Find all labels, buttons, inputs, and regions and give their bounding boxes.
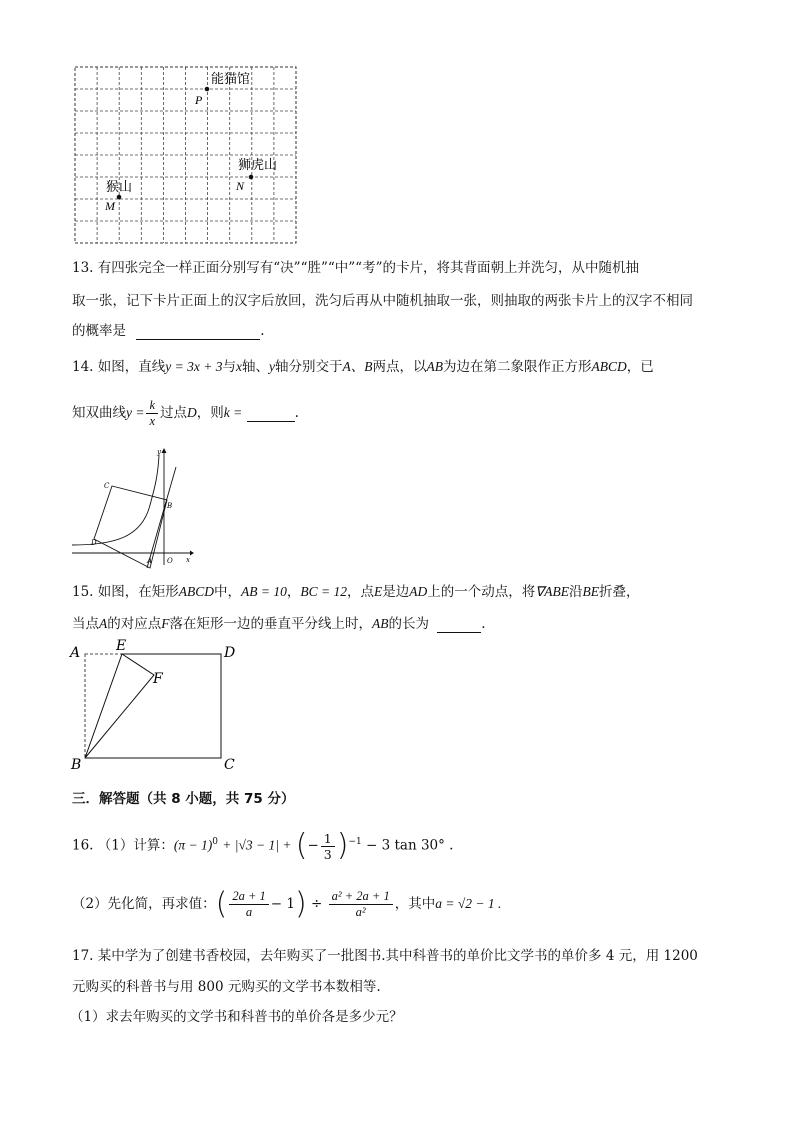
- q14-l2-text-c: ，则: [196, 405, 224, 421]
- q17-part1: （1）求去年购买的文学书和科普书的单价各是多少元？: [70, 1009, 403, 1025]
- q14-ABCD: ABCD: [591, 359, 627, 374]
- q14-l2-text-b: 过点: [160, 405, 188, 421]
- q15-l1-text-e: 上的一个动点，将: [427, 584, 536, 600]
- q14-line2: 知双曲线y = $\frac{k}{x}$ 过点D，则k = .: [72, 398, 299, 428]
- label-M: M: [105, 199, 115, 213]
- q14-text-2: 轴、: [241, 359, 269, 375]
- q15-answer-blank: [437, 616, 481, 633]
- q16-frac-2a1-over-a: [229, 889, 268, 920]
- label-panda-hall: 能猫馆: [211, 72, 251, 87]
- q16-abs-term: + |√3 − 1| +: [222, 837, 292, 853]
- q15-figure: [68, 638, 248, 776]
- q15-l1-text-b: 中，: [214, 584, 242, 600]
- square-ABCD: [94, 486, 167, 568]
- q15-E: E: [374, 584, 383, 599]
- q15-line1: 15. 如图，在矩形ABCD中，AB = 10，BC = 12，点E是边AD上的一个动点，将∇ABE沿BE折叠，: [72, 584, 640, 600]
- section-3-heading: 三．解答题（共 8 小题，共 75 分）: [72, 791, 295, 807]
- y-axis-arrow: [162, 448, 167, 453]
- q16-part1-label: 16. （1）计算：: [72, 837, 174, 854]
- label-lion-tiger-hill: 狮虎山: [238, 158, 278, 173]
- q16-minus-1: − 1: [270, 896, 295, 912]
- q15-A: A: [99, 616, 108, 631]
- q15-l1-text-d: 是边: [382, 584, 410, 600]
- q15-l1-text-g: 折叠，: [599, 584, 640, 600]
- q15-l1-text-f: 沿: [569, 584, 583, 600]
- x-axis-arrow: [190, 551, 194, 556]
- q13-line2: 取一张，记下卡片正面上的汉字后放回，洗匀后再从中随机抽取一张，则抽取的两张卡片上的汉字不相同: [72, 293, 693, 309]
- q16-pi-minus-1: (π − 1): [173, 837, 213, 853]
- fig14-label-x: x: [186, 556, 190, 564]
- q16-frac-quadratic: [329, 889, 393, 920]
- q16-f2-num: a² + 2a + 1: [329, 889, 393, 905]
- q16-f1-den: a: [245, 905, 253, 919]
- q16-tan-term: − 3 tan 30° .: [366, 837, 454, 854]
- q14-y-equals: y =: [126, 405, 145, 420]
- q14-x: x: [235, 359, 242, 374]
- fig14-label-D: D: [91, 539, 97, 547]
- q14-number: 14. 如图，直线: [72, 359, 166, 375]
- q14-k-equals: k =: [223, 405, 243, 420]
- label-monkey-hill: 猴山: [106, 180, 133, 195]
- q15-l2-text-d: 的长为: [388, 616, 429, 632]
- hyperbola-curve: [72, 455, 159, 545]
- q15-F: F: [161, 616, 170, 631]
- q15-ABCD: ABCD: [178, 584, 215, 599]
- q14-text-5: 为边在第二象限作正方形: [442, 359, 592, 375]
- q15-triangle-ABE: ∇ABE: [535, 584, 570, 599]
- q15-l2-text-a: 当点: [72, 616, 99, 632]
- q15-BC-12: BC = 12: [300, 584, 347, 599]
- q15-AB: AB: [372, 616, 389, 631]
- q14-k-over-x: [146, 398, 158, 429]
- q14-text-3: 轴分别交于: [274, 359, 343, 375]
- map-gridlines: [75, 67, 296, 243]
- q17-line1: 17. 某中学为了创建书香校园，去年购买了一批图书.其中科普书的单价比文学书的单价多 4 元，用 1200: [72, 948, 698, 964]
- q16-frac-num: 1: [321, 831, 335, 847]
- q15-l1-text-a: 15. 如图，在矩形: [72, 584, 179, 600]
- q14-text-4: 两点，以: [372, 359, 427, 375]
- fig14-label-O: O: [167, 557, 173, 565]
- q15-BE: BE: [582, 584, 600, 599]
- q14-line-equation: y = 3x + 3: [165, 359, 223, 374]
- q14-y: y: [268, 359, 275, 374]
- q13-line3-text: 的概率是: [72, 323, 126, 339]
- fig15-label-E: E: [116, 638, 127, 654]
- fig15-label-A: A: [70, 645, 81, 661]
- q15-AD: AD: [409, 584, 428, 599]
- q16-part2-label: （2）先化简，再求值：: [72, 896, 216, 912]
- map-grid-figure: [74, 66, 300, 244]
- q14-text-1: 与: [222, 359, 236, 375]
- q16-f1-num: 2a + 1: [229, 889, 268, 905]
- fig15-label-B: B: [71, 757, 82, 773]
- q16-divide: ÷: [310, 896, 323, 912]
- q14-text-6: ，已: [626, 359, 654, 375]
- q13-line3: 的概率是 .: [72, 323, 265, 339]
- point-M-marker: [117, 195, 122, 200]
- q16-part1: 16. （1）计算：$(\pi - 1)^0 + |√3 - 1|$ + (− $\frac{1}{3}$ )$^{-1}$ − 3 tan 30° .: [72, 828, 454, 863]
- q14-k-num: k: [146, 398, 158, 414]
- q16-one-third: [321, 831, 335, 862]
- fig15-label-D: D: [224, 645, 236, 661]
- rectangle-ABCD: [85, 654, 221, 758]
- q16-a-value: a = √2 − 1 .: [435, 896, 502, 911]
- q15-AB-10: AB = 10: [241, 584, 287, 599]
- q16-part2: （2）先化简，再求值：( $\frac{2a + 1}{a}$ − 1) ÷ $\frac{\text{a² + 2a + 1}}{\text{a²}}$ ，其中a = √2 − 1 .: [72, 886, 502, 922]
- q14-D: D: [187, 405, 197, 420]
- q14-answer-blank: [247, 405, 295, 422]
- q16-f2-den: a²: [355, 905, 366, 919]
- q15-l2-text-b: 的对应点: [107, 616, 162, 632]
- folded-triangle-BEF: [85, 654, 154, 758]
- label-P: P: [195, 93, 203, 107]
- q16-frac-den: 3: [323, 846, 332, 862]
- q14-points-AB: A、B: [342, 359, 373, 374]
- fig15-label-C: C: [224, 757, 235, 773]
- q15-line2: 当点A的对应点F落在矩形一边的垂直平分线上时，AB的长为 .: [72, 616, 486, 632]
- q17-line2: 元购买的科普书与用 800 元购买的文学书本数相等.: [72, 979, 381, 995]
- fig14-label-B: B: [167, 502, 173, 510]
- q13-answer-blank: [136, 323, 260, 340]
- q14-AB: AB: [426, 359, 443, 374]
- fig14-label-A: A: [147, 557, 153, 565]
- q16-exp-neg1: −1: [348, 837, 362, 847]
- point-N-marker: [249, 175, 254, 180]
- fig15-label-F: F: [153, 671, 163, 687]
- q13-line1: 13. 有四张完全一样正面分别写有“决”“胜”“中”“考”的卡片，将其背面朝上并洗匀，从中随机抽: [72, 260, 639, 276]
- q14-l2-text-a: 知双曲线: [72, 405, 126, 421]
- q14-figure: [70, 445, 195, 570]
- q15-l2-text-c: 落在矩形一边的垂直平分线上时，: [169, 616, 372, 632]
- q14-line1: [72, 355, 654, 375]
- point-P-marker: [205, 87, 210, 92]
- fig14-label-C: C: [104, 482, 110, 490]
- q15-l1-text-c: ，点: [347, 584, 374, 600]
- q14-x-den: x: [149, 414, 156, 428]
- fig14-label-y: y: [157, 448, 161, 456]
- q16-exp-0: 0: [212, 837, 218, 847]
- q16-where: ，其中: [394, 896, 436, 912]
- label-N: N: [236, 179, 245, 193]
